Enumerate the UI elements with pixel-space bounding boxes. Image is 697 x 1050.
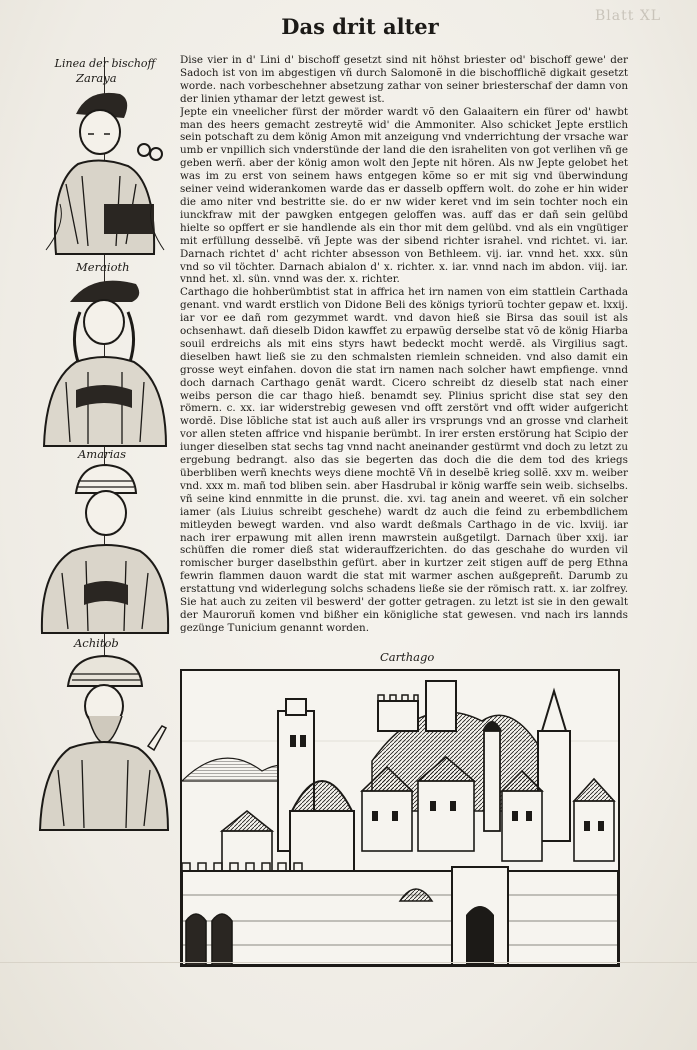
carthago-woodcut: [180, 669, 620, 967]
figure-with-book-icon: [36, 272, 174, 448]
portrait-name-3: Amarias: [78, 447, 126, 461]
portrait-name-2: Meraioth: [76, 260, 130, 274]
walled-city-woodcut-icon: [182, 671, 618, 965]
main-text: [180, 54, 628, 664]
paragraph-jepte: Jepte ein vneelicher fürst der mörder wardt võ den Galaaitern ein fürer od' hawbt man des heers gemacht zestreytẽ wid' die Ammoniter. Also schicket Jepte erstlich sein potschaft zu dem könig Amon mit anzeigung vnd vnderrichtung der vrsache war umb er vnpillich sich vnderstünde der land die den israheliten von got verlihen vñ ge geben werñ. aber der könig amon wolt den Jepte nit hören. Als nw Jepte gelobet het was im zu erst von seinem haws entgegen kõme so er mit sig vnd überwindung seiner veind widerankomen warde das er dasselb opffern wolt. do zohe er hin wider die amo niter vnd bestritte sie. do er nw wider keret vnd im sein tochter noch ein iunckfraw mit der pawgken entgegen geloffen was. auff das er dañ sein gelübd hielte so opffert er sie handlende als ein thor mit dem gelübd. vnd als ein vngütiger mit erfüllung desselbẽ. vñ Jepte was der sibend richter israhel. vnd richtet. vi. iar. Darnach richtet d' acht richter absesson von Bethleem. vij. iar. vnnd het. xxx. sün vnd so vil töchter. Darnach abialon d' x. richter. x. iar. vnnd nach im abdon. viij. iar. vnnd het. xl. sün. vnnd was der. x. richter.: [180, 105, 628, 286]
page-title: Das drit alter: [281, 14, 439, 39]
paragraph-bishops: Dise vier in d' Lini d' bischoff gesetzt sind nit höhst briester od' bischoff gewe' der Sadoch ist von im abgestigen vñ durch Salomonẽ in die bischofflichẽ digkait gesetzt worde. nach vorbeschehner absetzung zathar von seiner briesterschaf der damn von der linien ythamar der letzt gewest ist.: [180, 54, 628, 105]
figure-with-spectacles-icon: [36, 84, 174, 256]
page-number-note: Blatt XL: [595, 8, 662, 24]
figure-with-cap-icon: [36, 461, 174, 635]
paragraph-carthago: Carthago die hohberümbtist stat in affrica het irn namen von eim stattlein Carthada genant. vnd wardt erstlich von Didone Beli des königs tyriorũ tochter gepaw et. lxxij. iar vor ee dañ rom gezymmet wardt. vnd davon hieß sie Birsa das souil ist als ochsenhawt. dañ dieselb Didon kawffet zu erpawũg derselbe stat võ de könig Hiarba souil erdreichs als mit eins styrs hawt bedeckt mocht werdẽ. als Virgilius sagt. dieselben hawt ließ sie zu den schmalsten riemlein schneiden. vnd also damit ein grosse weyt einfahen. dovon die stat irn namen nach solcher hawt empfienge. vnnd doch darnach Carthago genãt wardt. Cicero schreibt dz dieselb stat nach einer weibs person die car thago hieß. benamdt sey. Plinius spricht dise stat sey den römern. c. xx. iar widerstrebig gewesen vnd offt zerstört vnd offt wider aufgericht wordẽ. Dise lõbliche stat ist auch auß aller irs vrsprungs vnd an grosse vnd clarheit vor allen steten affrice vnd hispanie berümbt. In irer ersten erstörung hat Scipio der iunger dieselben stat sechs tag vnnd nacht aneinander gestürmt vnd doch zu letzt zu ergebung bedrangt. also das sie begerten das doch die die dem tod des kriegs überbliben werñ knechts weys diene mochtẽ Vñ in deselbẽ krieg sollẽ. xxv m. weiber vnd. xxx m. mañ tod bliben sein. aber Hasdrubal ir könig warffe sein weib. sichselbs. vñ seine kind ennmitte in die prunst. die. xvi. tag anein and weeret. vñ ein solcher iamer (als Liuius schreibt geschehe) wardt dz auch die feind zu erbembdlichem mitleyden bewegt warden. vnd also wardt deßmals Carthago in de vic. lxviij. iar nach irer erpawung mit allen irenn mawrstein außgetilgt. Darnach über xxij. iar schüffen die romer dieß stat widerauffzerichten. do das geschahe do wurden vil romischer burger daselbsthin gefürt. aber in kurtzer zeit stigen auff de perg Ethna fewrin flammen dauon wardt die stat mit warmer aschen außgepreñt. Darumb zu erstattung vnd widerlegung solchs schadens ließe sie der römisch ratt. x. iar zolfrey. Sie hat auch zu zeiten vil beswerd' der gotter getragen. zu letzt ist sie in den gewalt der Mauroruñ komen vnd bißher ein königliche stat gewesen. vnd nach irs lannds gezünge Tunicium genannt worden.: [180, 286, 628, 634]
lineage-heading: Linea der bischoff: [54, 57, 156, 70]
bearded-figure-icon: [36, 650, 174, 832]
paper-crease: [0, 962, 697, 963]
portrait-name-1: Zaraya: [76, 71, 117, 85]
portrait-name-4: Achitob: [74, 636, 119, 650]
figure-caption: Carthago: [380, 650, 435, 664]
